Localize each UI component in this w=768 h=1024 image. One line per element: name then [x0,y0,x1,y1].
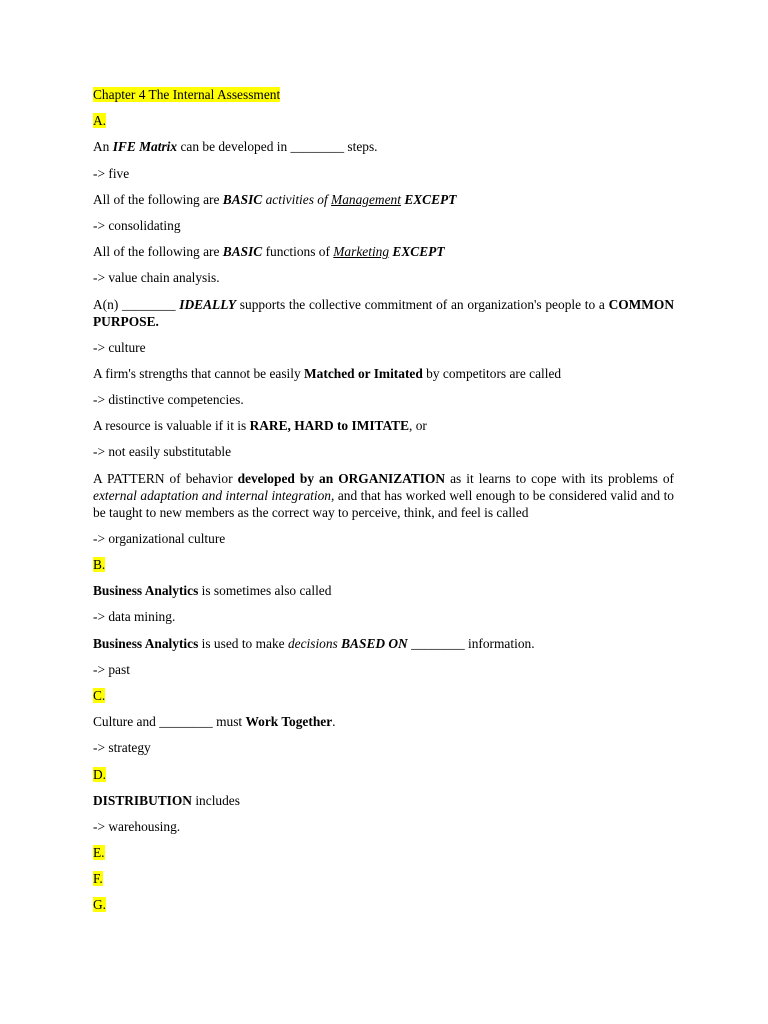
section-c-heading: C. [93,687,106,703]
question-valuable-resource: A resource is valuable if it is RARE, HARD to IMITATE, or [93,418,427,434]
answer-common-purpose: -> culture [93,339,146,355]
answer-firm-strengths: -> distinctive competencies. [93,392,244,408]
question-marketing-functions: All of the following are BASIC functions of Marketing EXCEPT [93,244,445,260]
section-f-heading: F. [93,871,103,887]
section-e-heading: E. [93,845,105,861]
answer-valuable-resource: -> not easily substitutable [93,444,232,460]
answer-analytics-also-called: -> data mining. [93,609,176,625]
section-g-heading: G. [93,897,107,913]
question-ife-steps: An IFE Matrix can be developed in ________ steps. [93,139,378,155]
section-a-heading: A. [93,113,107,129]
answer-distribution: -> warehousing. [93,818,181,834]
answer-culture-together: -> strategy [93,740,151,756]
answer-management-activities: -> consolidating [93,217,181,233]
question-management-activities: All of the following are BASIC activities of Management EXCEPT [93,191,457,207]
section-b-heading: B. [93,557,106,572]
question-firm-strengths: A firm's strengths that cannot be easily Matched or Imitated by competitors are called [93,365,562,381]
answer-pattern-of-behavior: -> organizational culture [93,530,226,546]
answer-analytics-decisions: -> past [93,661,130,677]
section-d-heading: D. [93,766,107,782]
chapter-title: Chapter 4 The Internal Assessment [93,87,281,102]
question-pattern-of-behavior: A PATTERN of behavior developed by an ORGANIZATION as it learns to cope with its problems of external adaptation and internal integration, and that has worked well enough to be considered valid and to be taught to new members as the correct way to perceive, think, and feel is called [93,470,674,520]
answer-marketing-functions: -> value chain analysis. [93,270,220,286]
answer-ife-steps: -> five [93,165,130,181]
question-common-purpose: A(n) ________ IDEALLY supports the collective commitment of an organization's people to a COMMON PURPOSE. [93,296,675,329]
question-distribution: DISTRIBUTION includes [93,792,240,808]
question-analytics-decisions: Business Analytics is used to make decisions BASED ON ________ information. [93,635,535,651]
question-analytics-also-called: Business Analytics is sometimes also called [93,583,332,599]
question-culture-together: Culture and ________ must Work Together. [93,714,336,730]
